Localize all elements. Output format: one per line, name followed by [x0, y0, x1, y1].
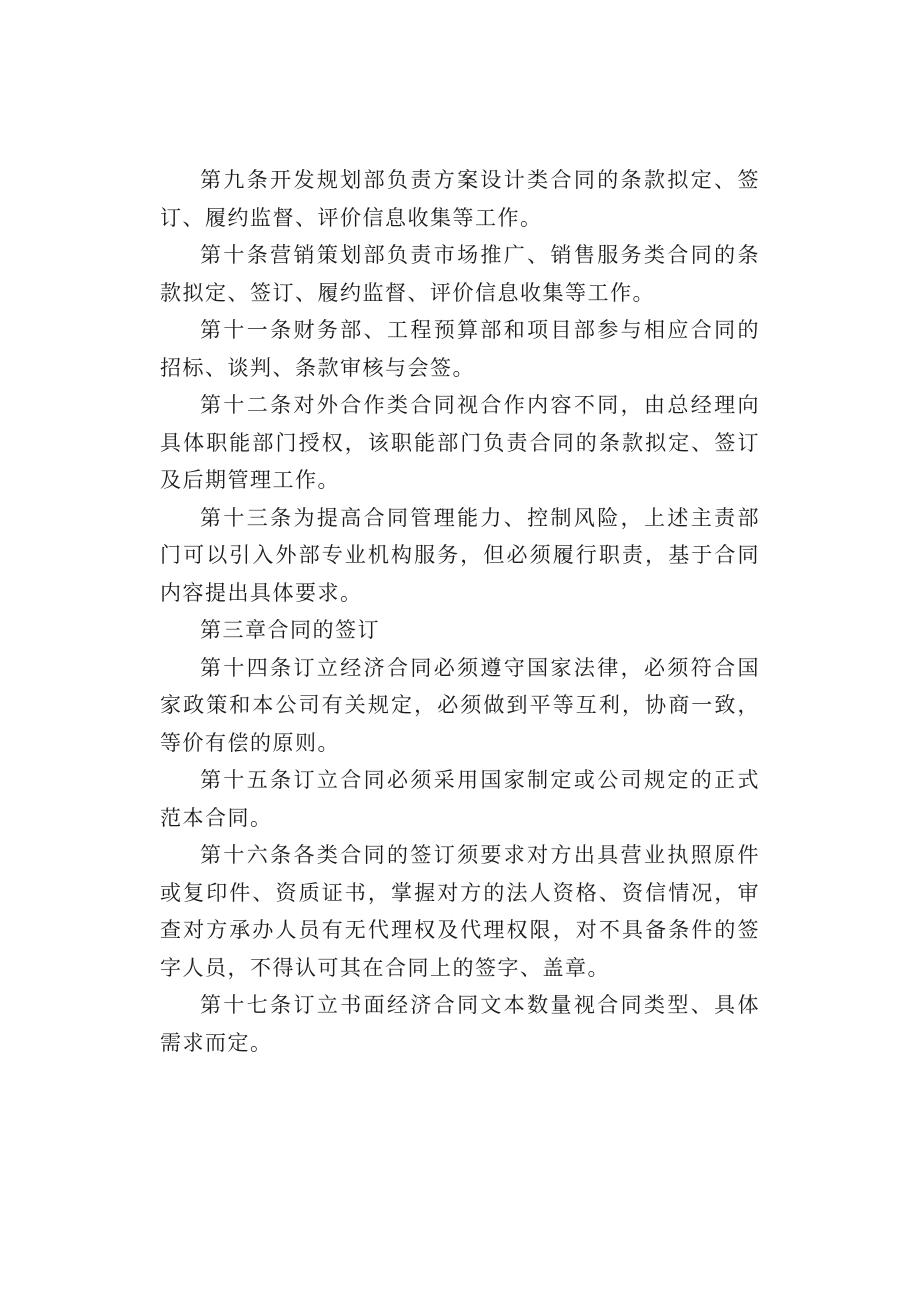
chapter-3-heading: 第三章合同的签订 [200, 618, 380, 642]
article-11: 第十一条财务部、工程预算部和项目部参与相应合同的招标、谈判、条款审核与会签。 [160, 318, 760, 380]
article-12: 第十二条对外合作类合同视合作内容不同，由总经理向具体职能部门授权，该职能部门负责合同的条款拟定、签订及后期管理工作。 [160, 393, 760, 492]
article-13: 第十三条为提高合同管理能力、控制风险，上述主责部门可以引入外部专业机构服务，但必须履行职责，基于合同内容提出具体要求。 [160, 505, 760, 605]
article-9: 第九条开发规划部负责方案设计类合同的条款拟定、签订、履约监督、评价信息收集等工作。 [160, 168, 760, 230]
article-10: 第十条营销策划部负责市场推广、销售服务类合同的条款拟定、签订、履约监督、评价信息收集等工作。 [160, 243, 760, 305]
document-body [160, 162, 760, 1062]
article-14: 第十四条订立经济合同必须遵守国家法律，必须符合国家政策和本公司有关规定，必须做到平等互利，协商一致，等价有偿的原则。 [160, 655, 760, 755]
article-17: 第十七条订立书面经济合同文本数量视合同类型、具体需求而定。 [160, 993, 760, 1055]
article-15: 第十五条订立合同必须采用国家制定或公司规定的正式范本合同。 [160, 768, 760, 830]
article-16: 第十六条各类合同的签订须要求对方出具营业执照原件或复印件、资质证书，掌握对方的法人资格、资信情况，审查对方承办人员有无代理权及代理权限，对不具备条件的签字人员，不得认可其在合同上的签字、盖章。 [160, 843, 760, 980]
